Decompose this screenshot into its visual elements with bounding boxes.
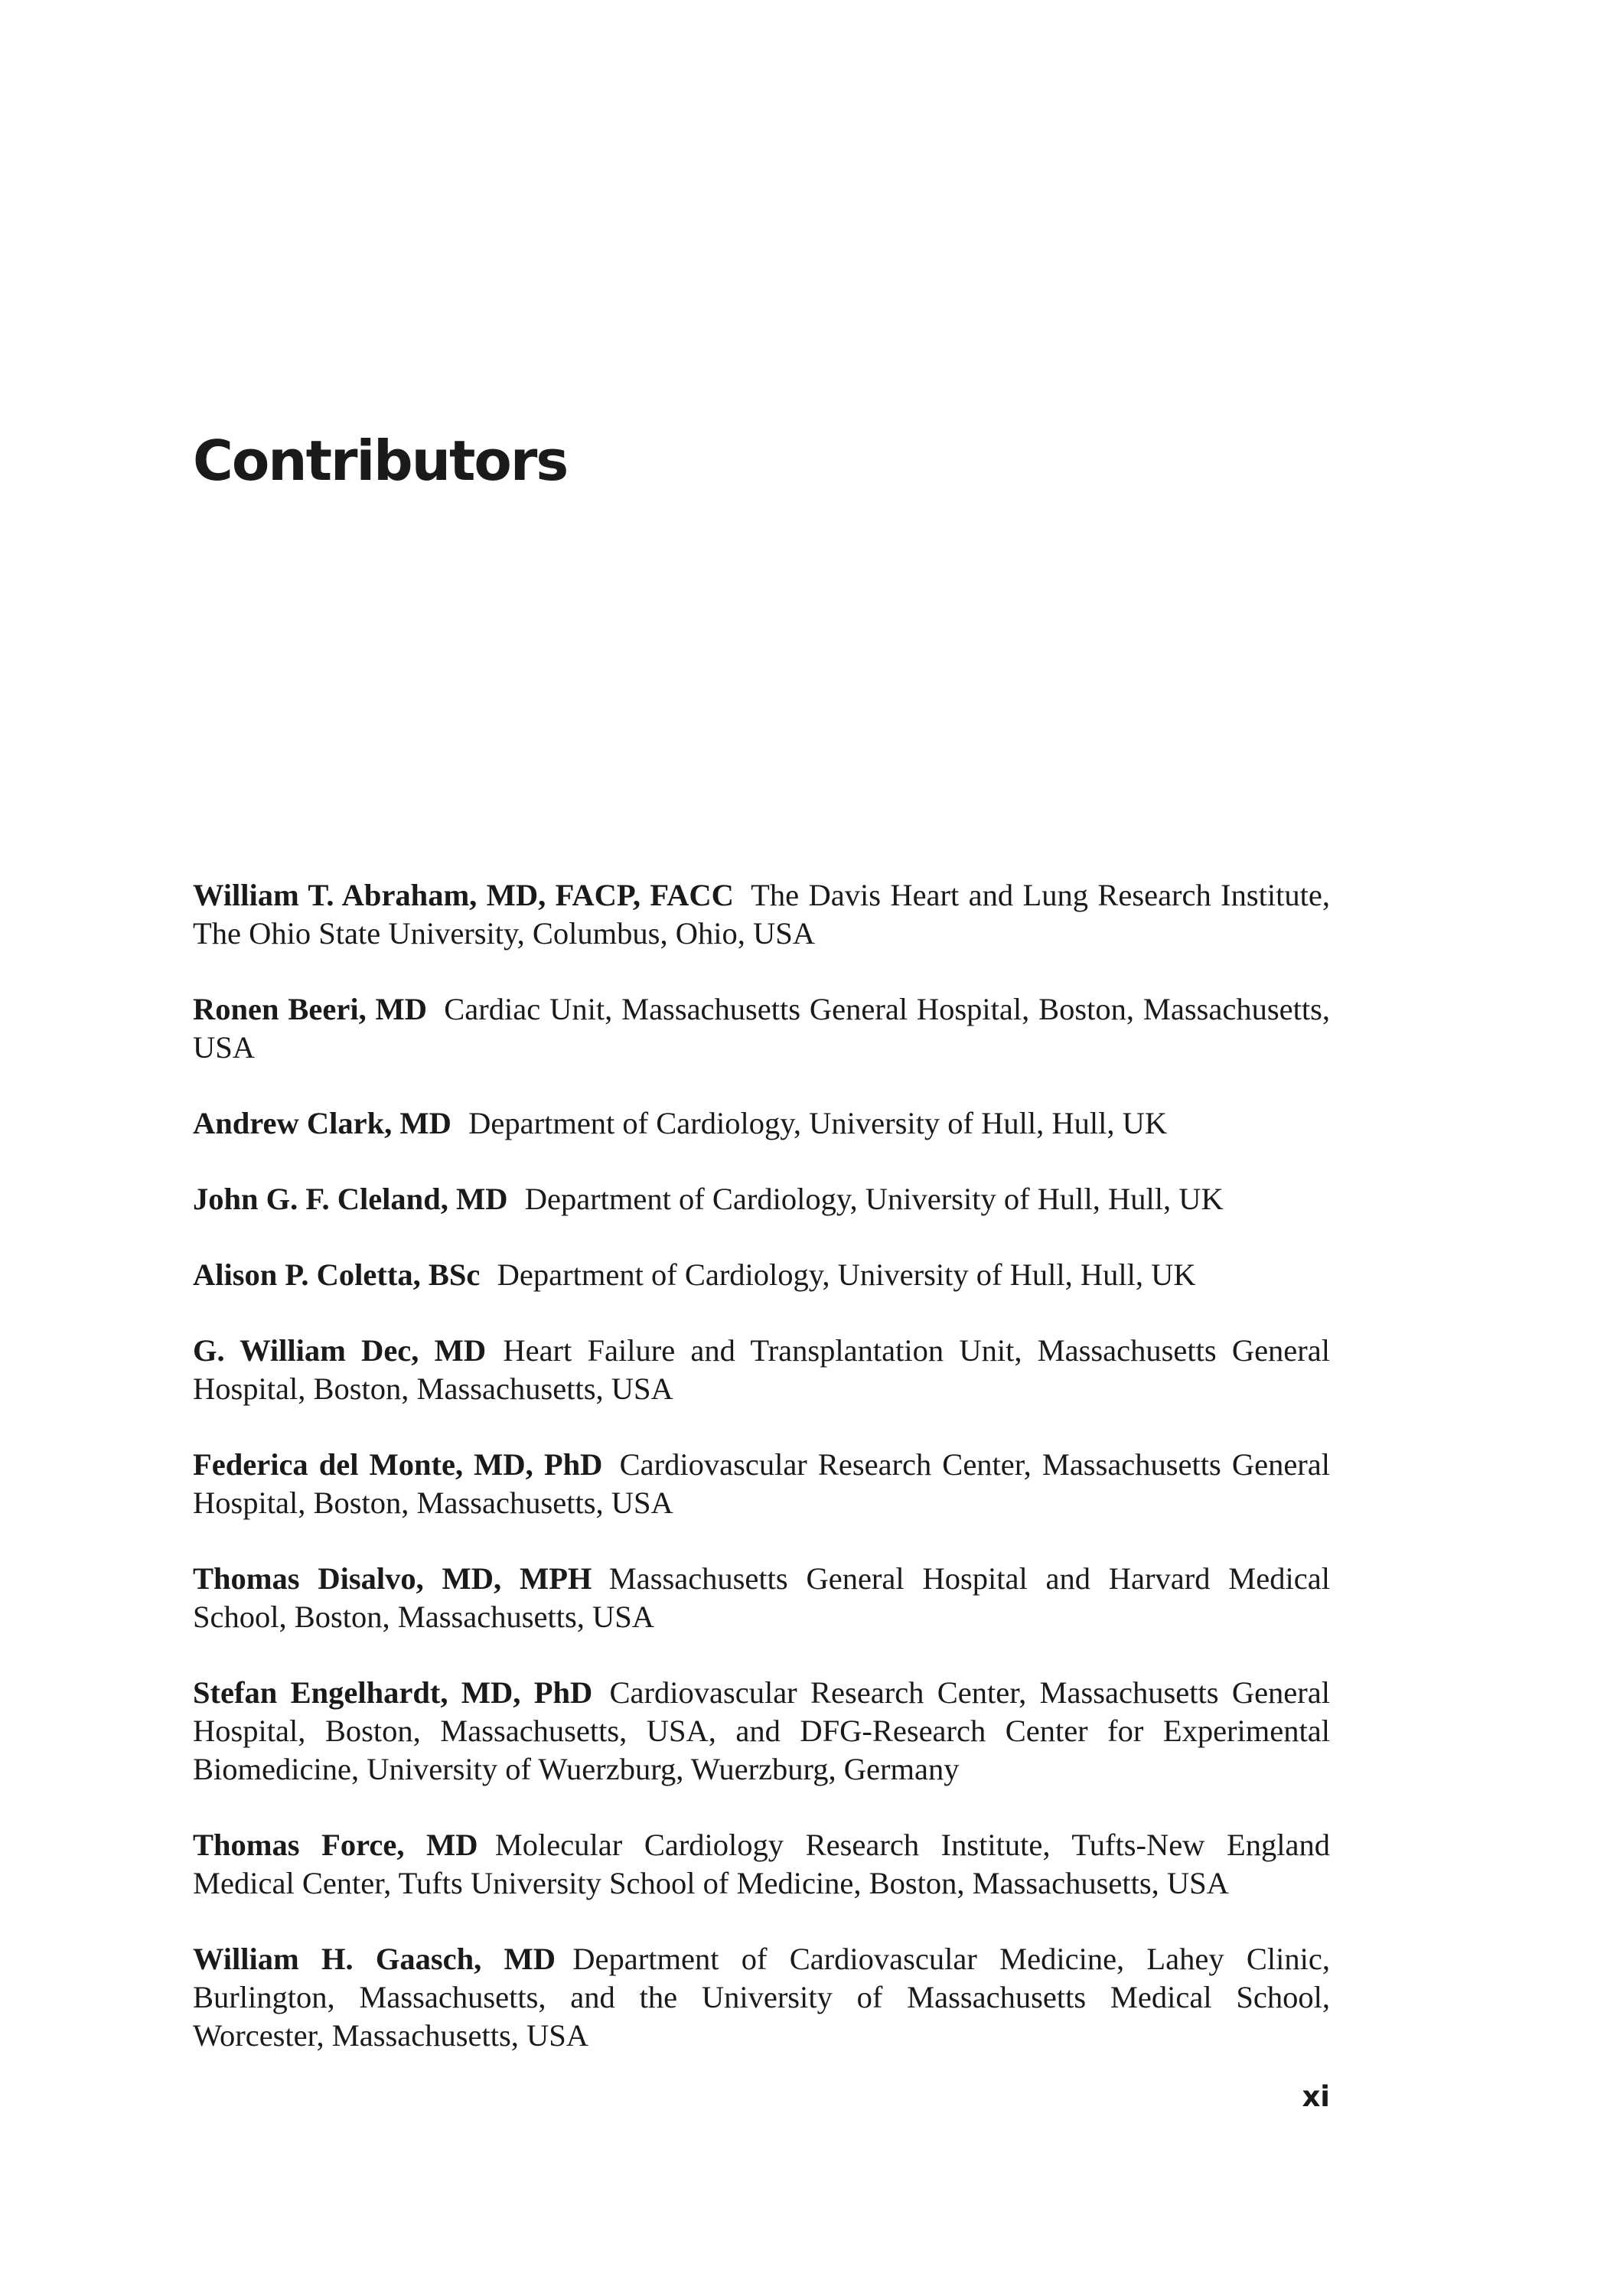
contributor-affiliation: Cardiovascular Research Center, Massachusetts General Hospital, Boston, Massachusetts, USA, and DFG-Research Center for Experimental Biomedicine, University of Wuerzburg, Wuerzburg, Germany [193, 1675, 1330, 1786]
contributor-name: Ronen Beeri, MD [193, 992, 428, 1026]
contributor-entry [193, 1104, 1330, 1143]
contributor-name: William T. Abraham, MD, FACP, FACC [193, 878, 734, 912]
contributor-affiliation: Department of Cardiovascular Medicine, Lahey Clinic, Burlington, Massachusetts, and the University of Massachusetts Medical School, Worcester, Massachusetts, USA [193, 1942, 1330, 2053]
contributor-entry [193, 1826, 1330, 1903]
contributor-name: Alison P. Coletta, BSc [193, 1257, 481, 1292]
contributor-entry [193, 1674, 1330, 1789]
page-title: Contributors [193, 429, 568, 493]
contributor-entry [193, 1446, 1330, 1522]
contributor-name: Federica del Monte, MD, PhD [193, 1447, 603, 1482]
page-number: xi [1302, 2080, 1330, 2113]
contributor-affiliation: Department of Cardiology, University of Hull, Hull, UK [468, 1106, 1168, 1140]
contributor-entry [193, 1180, 1330, 1218]
contributor-affiliation: Heart Failure and Transplantation Unit, Massachusetts General Hospital, Boston, Massachusetts, USA [193, 1333, 1330, 1406]
contributor-name: Thomas Force, MD [193, 1828, 478, 1862]
contributor-name: Thomas Disalvo, MD, MPH [193, 1561, 592, 1596]
contributor-affiliation: Cardiovascular Research Center, Massachusetts General Hospital, Boston, Massachusetts, USA [193, 1447, 1331, 1520]
contributor-affiliation: Cardiac Unit, Massachusetts General Hospital, Boston, Massachusetts, USA [193, 992, 1330, 1065]
contributor-name: William H. Gaasch, MD [193, 1942, 556, 1976]
contributor-affiliation: The Davis Heart and Lung Research Institute, The Ohio State University, Columbus, Ohio, USA [193, 878, 1330, 951]
contributor-affiliation: Molecular Cardiology Research Institute, Tufts-New England Medical Center, Tufts University School of Medicine, Boston, Massachusetts, USA [193, 1828, 1330, 1900]
contributor-affiliation: Department of Cardiology, University of Hull, Hull, UK [497, 1257, 1196, 1292]
contributor-entry [193, 1560, 1330, 1636]
contributor-name: John G. F. Cleland, MD [193, 1182, 508, 1216]
contributor-name: Stefan Engelhardt, MD, PhD [193, 1675, 593, 1710]
contributor-list [193, 876, 1330, 2092]
contributor-name: Andrew Clark, MD [193, 1106, 451, 1140]
contributor-entry [193, 1256, 1330, 1294]
contributor-affiliation: Massachusetts General Hospital and Harvard Medical School, Boston, Massachusetts, USA [193, 1561, 1330, 1634]
contributor-entry [193, 1940, 1330, 2055]
contributor-entry [193, 990, 1330, 1067]
contributor-entry [193, 876, 1330, 953]
contributor-entry [193, 1332, 1330, 1408]
contributor-affiliation: Department of Cardiology, University of Hull, Hull, UK [524, 1182, 1224, 1216]
contributor-name: G. William Dec, MD [193, 1333, 487, 1368]
